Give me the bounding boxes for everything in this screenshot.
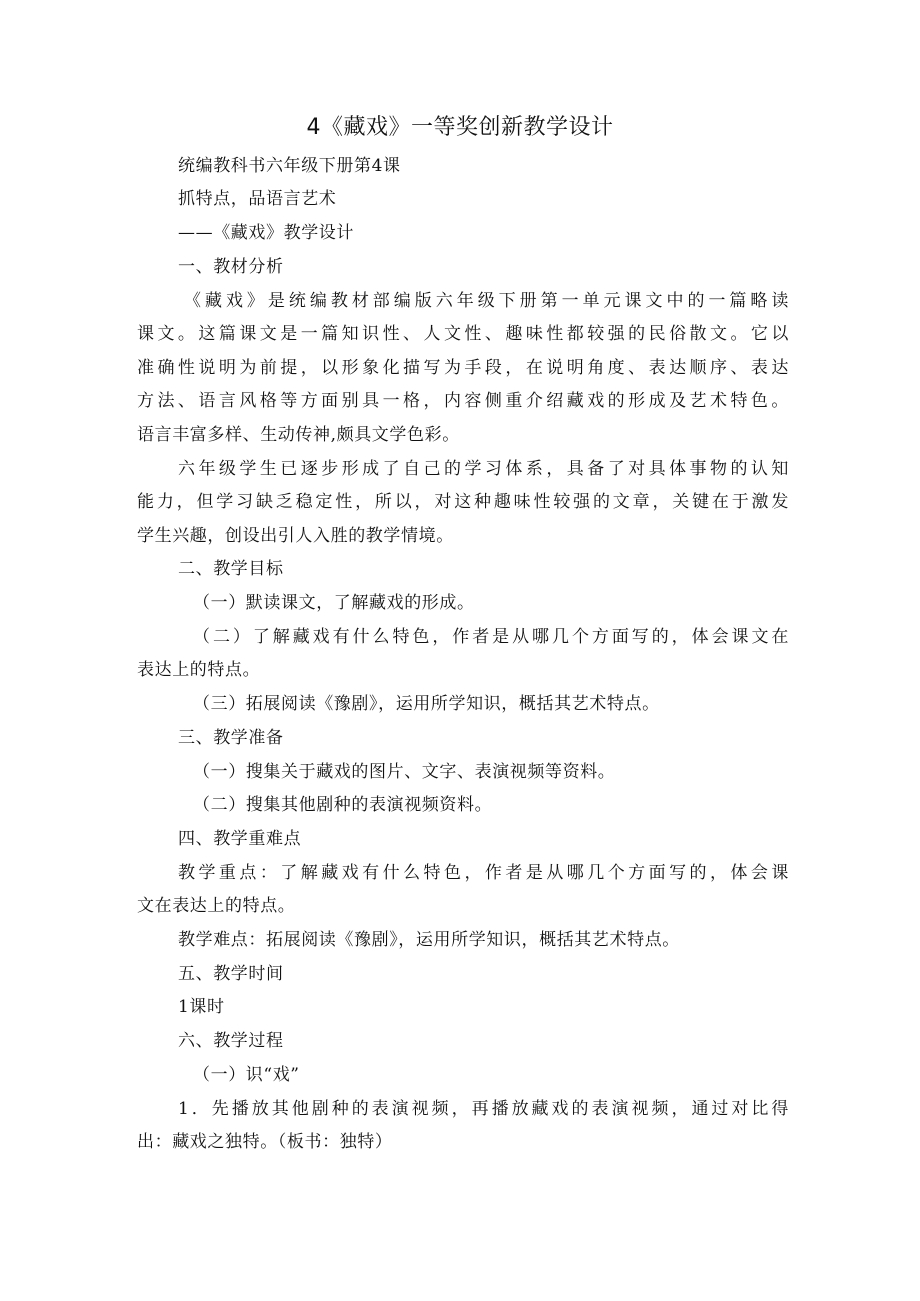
section-heading-1: 一、教材分析: [178, 257, 284, 277]
paragraph-line: 学生兴趣，创设出引人入胜的教学情境。: [137, 526, 454, 546]
process-step: 1．先播放其他剧种的表演视频，再播放藏戏的表演视频，通过对比得: [178, 1099, 789, 1119]
paragraph-line: 语言丰富多样、生动传神,颇具文学色彩。: [137, 425, 460, 445]
section-heading-6: 六、教学过程: [178, 1031, 284, 1051]
lesson-duration: 1课时: [178, 997, 225, 1017]
section-heading-5: 五、教学时间: [178, 964, 284, 984]
objective-item: （三）拓展阅读《豫剧》，运用所学知识，概括其艺术特点。: [193, 694, 660, 714]
paragraph-line: 六年级学生已逐步形成了自己的学习体系，具备了对具体事物的认知: [178, 459, 789, 479]
process-subheading: （一）识“戏”: [193, 1065, 300, 1085]
section-heading-4: 四、教学重难点: [178, 829, 302, 849]
objective-item-continued: 表达上的特点。: [137, 660, 261, 680]
preparation-item: （二）搜集其他剧种的表演视频资料。: [193, 795, 493, 815]
section-heading-3: 三、教学准备: [178, 728, 284, 748]
objective-item: （二）了解藏戏有什么特色，作者是从哪几个方面写的，体会课文在: [193, 627, 789, 647]
subtitle-design: ——《藏戏》教学设计: [178, 223, 354, 243]
subtitle-textbook: 统编教科书六年级下册第4课: [178, 156, 401, 176]
process-step-continued: 出：藏戏之独特。（板书：独特）: [137, 1132, 393, 1152]
key-point-continued: 文在表达上的特点。: [137, 896, 296, 916]
paragraph-line: 课文。这篇课文是一篇知识性、人文性、趣味性都较强的民俗散文。它以: [137, 324, 789, 344]
key-point: 教学重点：了解藏戏有什么特色，作者是从哪几个方面写的，体会课: [178, 863, 789, 883]
subtitle-theme: 抓特点，品语言艺术: [178, 189, 337, 209]
preparation-item: （一）搜集关于藏戏的图片、文字、表演视频等资料。: [193, 762, 616, 782]
section-heading-2: 二、教学目标: [178, 559, 284, 579]
paragraph-line: 《藏戏》是统编教材部编版六年级下册第一单元课文中的一篇略读: [184, 291, 789, 311]
difficult-point: 教学难点：拓展阅读《豫剧》，运用所学知识，概括其艺术特点。: [178, 930, 680, 950]
paragraph-line: 能力，但学习缺乏稳定性，所以，对这种趣味性较强的文章，关键在于激发: [137, 492, 789, 512]
paragraph-line: 准确性说明为前提，以形象化描写为手段，在说明角度、表达顺序、表达: [137, 358, 789, 378]
objective-item: （一）默读课文，了解藏戏的形成。: [193, 593, 475, 613]
paragraph-line: 方法、语言风格等方面别具一格，内容侧重介绍藏戏的形成及艺术特色。: [137, 391, 789, 411]
document-title: 4《藏戏》一等奖创新教学设计: [306, 115, 614, 140]
